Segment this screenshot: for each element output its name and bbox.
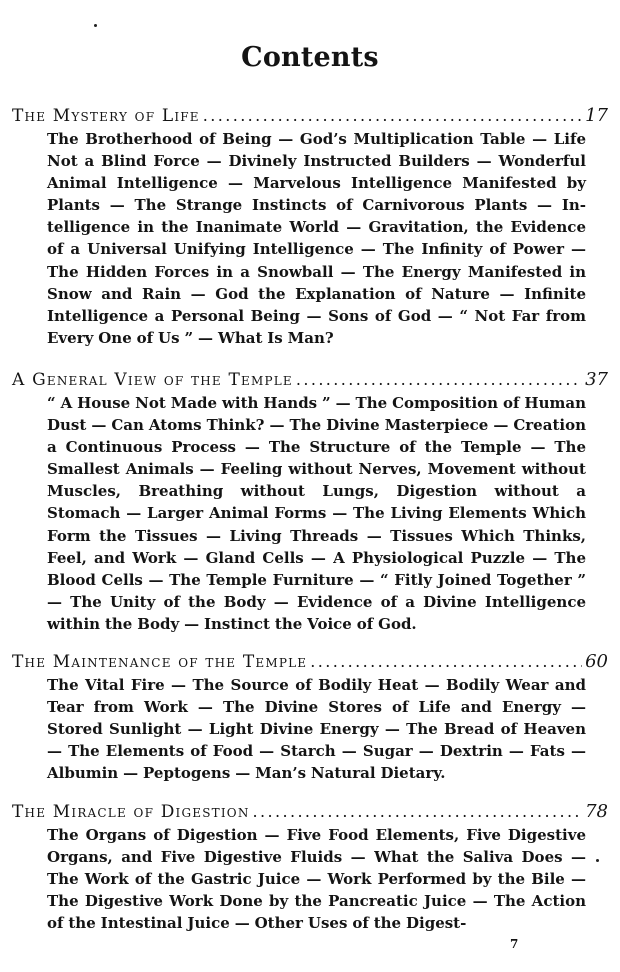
chapter-entry — [12, 368, 608, 635]
dot-leader — [310, 650, 582, 674]
chapter-heading — [12, 650, 608, 674]
chapter-summary: The Organs of Digestion — Five Food Elements, Five Digestive Organs, and Five Digestive Fluids — What the Saliva Does — The Work of the Gastric Juice — Work Performed by the Bile — The Digestive Work Done by the Pancreatic Juice — The Action of the Intestinal Juice — Other Uses of the Digest- — [47, 826, 586, 933]
chapter-page-number: 17 — [585, 105, 608, 126]
page-number: 7 — [510, 937, 519, 951]
chapter-page-number: 37 — [585, 369, 608, 390]
chapter-title: The Miracle of Digestion — [12, 802, 250, 822]
chapter-title: The Maintenance of the Temple — [12, 652, 308, 672]
chapter-title: A General View of the Temple — [12, 370, 293, 390]
ink-speck — [94, 24, 97, 27]
dot-leader — [253, 800, 583, 824]
chapter-heading — [12, 104, 608, 128]
chapter-summary: The Vital Fire — The Source of Bodily Heat — Bodily Wear and Tear from Work — The Divine Stores of Life and Energy — Stored Sunlight — Light Divine Energy — The Bread of Heaven — The Elements of Food — Starch — Sugar — Dextrin — Fats — Albumin — Peptogens — Man’s Natural Dietary. — [47, 676, 586, 783]
chapter-title: The Mystery of Life — [12, 106, 200, 126]
chapter-page-number: 78 — [585, 801, 608, 822]
chapter-entry — [12, 800, 608, 934]
page-title: Contents — [241, 42, 379, 73]
chapter-heading — [12, 368, 608, 392]
dot-leader — [203, 104, 582, 128]
chapter-page-number: 60 — [585, 651, 608, 672]
dot-leader — [296, 368, 582, 392]
chapter-summary: The Brotherhood of Being — God’s Multiplication Table — Life Not a Blind Force — Divinely Instructed Builders — Wonderful Animal Intelligence — Marvelous Intelligence Manifested by Plants — The Strange Instincts of Carnivorous Plants — Intelligence in the Inanimate World — Gravitation, the Evidence of a Universal Unifying Intelligence — The Infinity of Power — The Hidden Forces in a Snowball — The Energy Manifested in Snow and Rain — God the Explanation of Nature — Infinite Intelligence a Personal Being — Sons of God — “ Not Far from Every One of Us ” — What Is Man? — [47, 130, 586, 347]
chapter-entry — [12, 104, 608, 349]
chapter-heading — [12, 800, 608, 824]
chapter-summary: “ A House Not Made with Hands ” — The Composition of Human Dust — Can Atoms Think? — The Divine Masterpiece — Creation a Continuous Process — The Structure of the Temple — The Smallest Animals — Feeling without Nerves, Movement without Muscles, Breathing without Lungs, Digestion without a Stomach — Larger Animal Forms — The Living Elements Which Form the Tissues — Living Threads — Tissues Which Thinks, Feel, and Work — Gland Cells — A Physiological Puzzle — The Blood Cells — The Temple Furniture — “ Fitly Joined Together ” — The Unity of the Body — Evidence of a Divine Intelligence within the Body — Instinct the Voice of God. — [47, 394, 586, 633]
chapter-entry — [12, 650, 608, 784]
